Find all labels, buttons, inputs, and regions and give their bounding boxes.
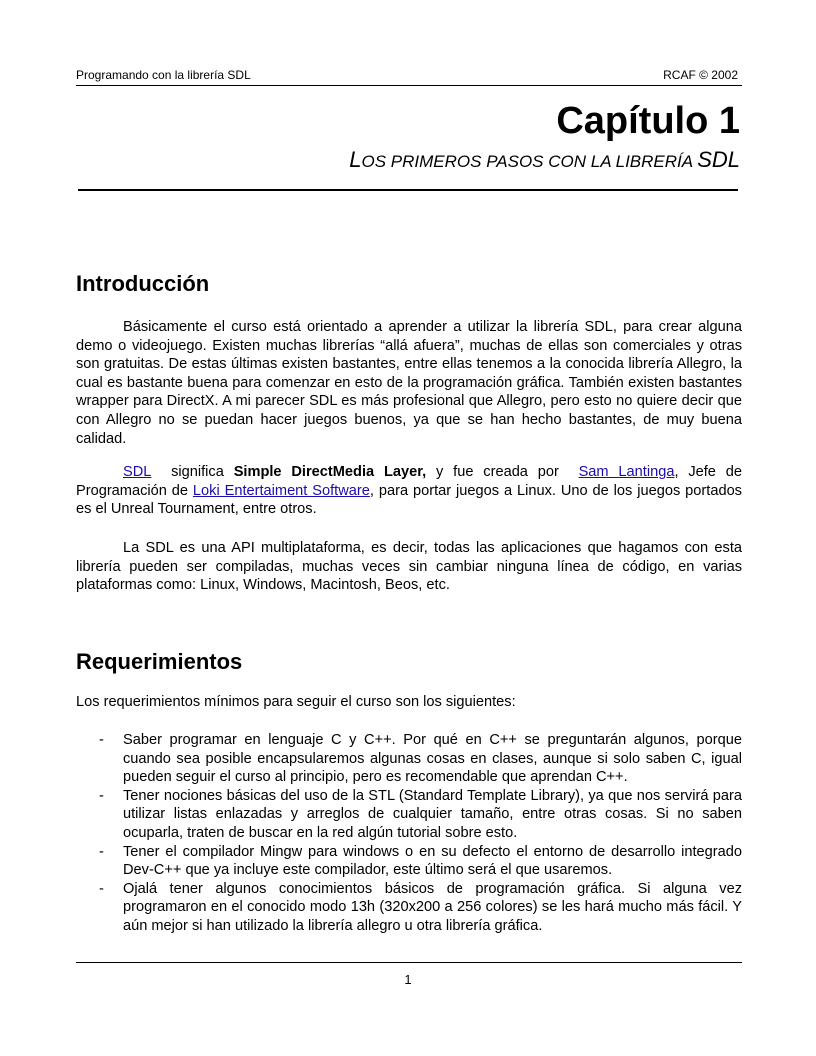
- list-bullet: -: [99, 732, 104, 748]
- list-bullet: -: [99, 787, 104, 804]
- list-item-text: Tener el compilador Mingw para windows o en su defecto el entorno de desarrollo integrado Dev-C++ que ya incluye este compilador, este último será el que usaremos.: [123, 843, 742, 879]
- intro-paragraph-2: [76, 463, 742, 519]
- list-bullet: -: [99, 880, 104, 897]
- list-item: [76, 731, 742, 787]
- sam-lantinga-link[interactable]: Sam Lantinga: [578, 464, 675, 480]
- p2-text-2: y fue creada por: [436, 464, 559, 480]
- subtitle-smallcaps: OS PRIMEROS PASOS CON LA LIBRERÍA: [361, 152, 698, 171]
- page-number: 1: [404, 972, 412, 987]
- requirements-list: [76, 731, 742, 936]
- list-item: [76, 843, 742, 880]
- section-heading-requerimientos: Requerimientos: [76, 649, 243, 674]
- p2-text-4: , para portar juegos a Linux. Uno de los juegos portados es el Unreal Tournament, entre otros.: [76, 482, 742, 518]
- list-item: [76, 787, 742, 843]
- subtitle-initial: L: [349, 147, 362, 172]
- page-header: [76, 67, 742, 86]
- list-item-text: Tener nociones básicas del uso de la STL (Standard Template Library), ya que nos servirá para utilizar listas enlazadas y arreglos de cualquier tamaño, entre otras cosas. Si no saben ocuparla, traten de buscar en la red algún tutorial sobre esto.: [123, 787, 742, 841]
- list-item-text: Saber programar en lenguaje C y C++. Por qué en C++ se preguntarán algunos, porque cuando sea posible encapsularemos algunas cosas en clases, aunque si solo saben C, igual pueden seguir el curso al principio, pero es recomendable que aprendan C++.: [123, 732, 742, 786]
- subtitle-sdl: SDL: [697, 147, 740, 172]
- list-bullet: -: [99, 843, 104, 860]
- header-document-title: Programando con la librería SDL: [76, 68, 251, 82]
- intro-paragraph-3: La SDL es una API multiplataforma, es decir, todas las aplicaciones que hagamos con esta librería pueden ser compiladas, muchas veces sin cambiar ninguna línea de código, en varias plataformas como: Linux, Windows, Macintosh, Beos, etc.: [76, 540, 742, 594]
- header-copyright: RCAF © 2002: [663, 68, 738, 82]
- list-item: [76, 880, 742, 936]
- list-item-text: Ojalá tener algunos conocimientos básicos de programación gráfica. Si alguna vez programaron en el conocido modo 13h (320x200 a 256 colores) se les hará mucho más fácil. Y aún mejor si han utilizado la librería allegro u otra librería gráfica.: [123, 880, 742, 934]
- chapter-divider: [78, 189, 738, 191]
- footer-divider: [76, 962, 742, 963]
- chapter-subtitle: [349, 147, 740, 173]
- sdl-link[interactable]: SDL: [123, 464, 152, 480]
- section-heading-introduccion: Introducción: [76, 271, 210, 296]
- p2-text-1: significa: [171, 464, 224, 480]
- p2-text-3: , Jefe de Programación de: [76, 464, 743, 499]
- requirements-lead: Los requerimientos mínimos para seguir el curso son los siguientes:: [76, 694, 516, 710]
- chapter-title: Capítulo 1: [556, 100, 740, 142]
- sdl-expansion: Simple DirectMedia Layer,: [233, 464, 427, 480]
- intro-paragraph-1: Básicamente el curso está orientado a aprender a utilizar la librería SDL, para crear alguna demo o videojuego. Existen muchas librerías “allá afuera”, muchas de ellas son comerciales y otras son gratuitas. De estas últimas existen bastantes, entre ellas tenemos a la conocida librería Allegro, la cual es bastante buena para comenzar en esto de la programación gráfica. También existen bastantes wrapper para DirectX. A mi parecer SDL es más profesional que Allegro, pero esto no quiere decir que con Allegro no se puedan hacer juegos buenos, ya que se han hecho bastantes, de muy buena calidad.: [76, 319, 742, 447]
- loki-software-link[interactable]: Loki Entertaiment Software: [192, 482, 370, 499]
